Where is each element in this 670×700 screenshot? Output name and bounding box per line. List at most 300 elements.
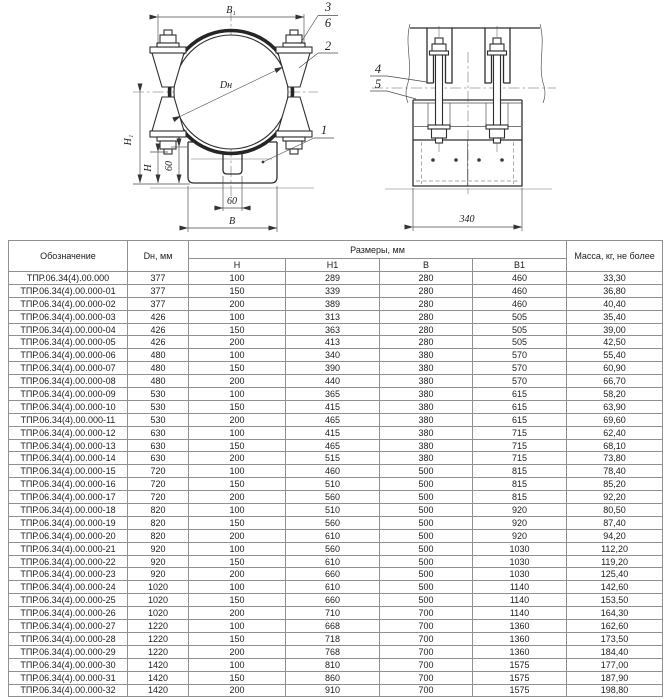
callout-3-label: 3	[324, 0, 332, 14]
table-cell: 1360	[473, 632, 567, 645]
table-cell: ТПР.06.34(4).00.000-27	[9, 620, 128, 633]
table-cell: 280	[380, 310, 473, 323]
table-cell: ТПР.06.34(4).00.000-05	[9, 336, 128, 349]
technical-drawing	[0, 0, 670, 238]
table-cell: ТПР.06.34(4).00.000-29	[9, 645, 128, 658]
table-cell: ТПР.06.34(4).00.000-31	[9, 671, 128, 684]
dim-h1-label: H₁	[123, 134, 134, 146]
table-cell: 150	[189, 516, 286, 529]
dim-b	[188, 186, 277, 232]
table-cell: 500	[380, 581, 473, 594]
table-cell: 380	[380, 452, 473, 465]
callout-6-label: 6	[324, 16, 332, 30]
table-row	[9, 323, 663, 336]
table-row	[9, 542, 663, 555]
hole-dot	[454, 158, 458, 162]
table-row	[9, 349, 663, 362]
table-cell: 500	[380, 504, 473, 517]
table-cell: ТПР.06.34(4).00.000-11	[9, 413, 128, 426]
dim-60-bottom	[214, 176, 251, 211]
table-row	[9, 400, 663, 413]
table-row	[9, 375, 663, 388]
table-cell: ТПР.06.34(4).00.000-24	[9, 581, 128, 594]
table-cell: ТПР.06.34(4).00.000-13	[9, 439, 128, 452]
header-b: B	[380, 259, 473, 272]
drawing-canvas	[0, 0, 670, 238]
table-cell: 820	[128, 529, 189, 542]
table-cell: 1140	[473, 594, 567, 607]
table-cell: 150	[189, 632, 286, 645]
table-cell: 100	[189, 272, 286, 285]
table-row	[9, 362, 663, 375]
table-cell: 380	[380, 375, 473, 388]
table-cell: 100	[189, 388, 286, 401]
table-cell: 920	[473, 529, 567, 542]
table-cell: 153,50	[567, 594, 663, 607]
table-cell: ТПР.06.34(4).00.000-07	[9, 362, 128, 375]
table-row	[9, 426, 663, 439]
table-cell: ТПР.06.34(4).00.000-32	[9, 684, 128, 697]
table-cell: 35,40	[567, 310, 663, 323]
table-cell: 700	[380, 658, 473, 671]
table-cell: 1420	[128, 684, 189, 697]
table-cell: 500	[380, 529, 473, 542]
table-cell: 377	[128, 272, 189, 285]
hole-dot	[477, 158, 481, 162]
table-cell: 1030	[473, 568, 567, 581]
table-cell: 426	[128, 323, 189, 336]
table-cell: 66,70	[567, 375, 663, 388]
table-cell: 389	[286, 297, 380, 310]
table-cell: 280	[380, 323, 473, 336]
table-row	[9, 568, 663, 581]
table-cell: 465	[286, 413, 380, 426]
table-cell: ТПР.06.34(4).00.000-03	[9, 310, 128, 323]
table-cell: ТПР.06.34(4).00.000-19	[9, 516, 128, 529]
table-cell: 150	[189, 478, 286, 491]
table-cell: 426	[128, 336, 189, 349]
hole-dot	[431, 158, 435, 162]
table-cell: 380	[380, 349, 473, 362]
table-cell: 1220	[128, 632, 189, 645]
table-cell: 150	[189, 284, 286, 297]
table-cell: 910	[286, 684, 380, 697]
table-cell: 289	[286, 272, 380, 285]
table-cell: 58,20	[567, 388, 663, 401]
table-cell: 280	[380, 297, 473, 310]
dim-60-vertical-label: 60	[164, 161, 175, 171]
table-cell: 100	[189, 504, 286, 517]
spec-table-body	[9, 272, 663, 697]
saddle-body	[413, 100, 522, 140]
callout-3-6	[300, 0, 338, 44]
table-cell: 200	[189, 607, 286, 620]
table-cell: 820	[128, 504, 189, 517]
table-row	[9, 336, 663, 349]
table-cell: 36,80	[567, 284, 663, 297]
table-cell: 660	[286, 568, 380, 581]
table-cell: 42,50	[567, 336, 663, 349]
table-cell: 200	[189, 336, 286, 349]
table-cell: 164,30	[567, 607, 663, 620]
table-cell: 380	[380, 426, 473, 439]
table-cell: 1220	[128, 645, 189, 658]
table-cell: 150	[189, 362, 286, 375]
table-cell: 1575	[473, 684, 567, 697]
dim-60-bottom-label: 60	[227, 196, 237, 207]
table-cell: 1220	[128, 620, 189, 633]
table-cell: 200	[189, 491, 286, 504]
table-cell: 500	[380, 516, 473, 529]
table-cell: 570	[473, 349, 567, 362]
table-cell: 78,40	[567, 465, 663, 478]
table-cell: 815	[473, 491, 567, 504]
table-cell: 500	[380, 568, 473, 581]
table-row	[9, 555, 663, 568]
header-dimensions: Размеры, мм	[189, 241, 567, 259]
table-row	[9, 607, 663, 620]
table-cell: 1020	[128, 594, 189, 607]
table-cell: 815	[473, 478, 567, 491]
table-cell: 390	[286, 362, 380, 375]
table-cell: 1360	[473, 645, 567, 658]
table-cell: 718	[286, 632, 380, 645]
table-cell: 200	[189, 684, 286, 697]
table-cell: 480	[128, 362, 189, 375]
side-view-drawing	[370, 24, 556, 231]
dim-dn-label: Dн	[219, 80, 233, 91]
table-cell: 720	[128, 465, 189, 478]
table-cell: 100	[189, 581, 286, 594]
table-cell: 700	[380, 607, 473, 620]
table-row	[9, 491, 663, 504]
table-cell: 500	[380, 542, 473, 555]
table-cell: 150	[189, 323, 286, 336]
dim-340	[413, 188, 522, 231]
table-cell: 480	[128, 375, 189, 388]
table-cell: 55,40	[567, 349, 663, 362]
table-cell: 150	[189, 439, 286, 452]
table-cell: 173,50	[567, 632, 663, 645]
table-cell: 100	[189, 620, 286, 633]
table-cell: 80,50	[567, 504, 663, 517]
table-cell: 660	[286, 594, 380, 607]
table-cell: ТПР.06.34(4).00.000	[9, 272, 128, 285]
table-cell: 150	[189, 671, 286, 684]
table-cell: 530	[128, 388, 189, 401]
callout-2-label: 2	[324, 39, 332, 53]
dim-h-label: H	[143, 164, 154, 172]
table-cell: 920	[128, 542, 189, 555]
table-cell: 920	[128, 555, 189, 568]
table-row	[9, 645, 663, 658]
table-cell: ТПР.06.34(4).00.000-15	[9, 465, 128, 478]
table-cell: 365	[286, 388, 380, 401]
table-row	[9, 684, 663, 697]
table-cell: 465	[286, 439, 380, 452]
table-row	[9, 413, 663, 426]
table-cell: 1420	[128, 658, 189, 671]
table-row	[9, 465, 663, 478]
table-cell: 820	[128, 516, 189, 529]
table-cell: 1020	[128, 607, 189, 620]
table-row	[9, 620, 663, 633]
table-cell: 505	[473, 310, 567, 323]
table-cell: 415	[286, 400, 380, 413]
table-cell: 560	[286, 516, 380, 529]
table-cell: 380	[380, 439, 473, 452]
table-cell: 530	[128, 400, 189, 413]
bolt-top-left	[157, 30, 179, 47]
table-cell: 1420	[128, 671, 189, 684]
table-cell: ТПР.06.34(4).00.000-26	[9, 607, 128, 620]
table-cell: 100	[189, 658, 286, 671]
table-cell: ТПР.06.34(4).00.000-16	[9, 478, 128, 491]
table-cell: 63,90	[567, 400, 663, 413]
table-cell: 630	[128, 426, 189, 439]
table-cell: 480	[128, 349, 189, 362]
header-dn: Dн, мм	[128, 241, 189, 272]
table-cell: ТПР.06.34(4).00.000-04	[9, 323, 128, 336]
table-cell: 610	[286, 529, 380, 542]
table-cell: 1360	[473, 620, 567, 633]
spec-table-header	[9, 241, 663, 272]
table-cell: 920	[473, 504, 567, 517]
table-cell: 150	[189, 400, 286, 413]
table-row	[9, 452, 663, 465]
base-block	[385, 140, 552, 189]
table-cell: 515	[286, 452, 380, 465]
table-cell: 69,60	[567, 413, 663, 426]
table-row	[9, 310, 663, 323]
table-cell: 100	[189, 310, 286, 323]
table-cell: 920	[128, 568, 189, 581]
front-view-drawing	[123, 0, 338, 232]
table-cell: 380	[380, 400, 473, 413]
table-cell: 100	[189, 426, 286, 439]
header-b1: B1	[473, 259, 567, 272]
table-cell: 815	[473, 465, 567, 478]
table-cell: 162,60	[567, 620, 663, 633]
table-row	[9, 478, 663, 491]
table-cell: 1140	[473, 607, 567, 620]
table-cell: 700	[380, 620, 473, 633]
table-cell: 610	[286, 555, 380, 568]
table-cell: ТПР.06.34(4).00.000-23	[9, 568, 128, 581]
table-cell: ТПР.06.34(4).00.000-28	[9, 632, 128, 645]
table-cell: 200	[189, 375, 286, 388]
table-cell: ТПР.06.34(4).00.000-22	[9, 555, 128, 568]
table-cell: 500	[380, 555, 473, 568]
table-row	[9, 272, 663, 285]
table-cell: 1575	[473, 671, 567, 684]
table-cell: 440	[286, 375, 380, 388]
table-cell: 610	[286, 581, 380, 594]
table-cell: 715	[473, 426, 567, 439]
header-h: H	[189, 259, 286, 272]
table-cell: 426	[128, 310, 189, 323]
table-cell: 100	[189, 349, 286, 362]
table-cell: 860	[286, 671, 380, 684]
table-cell: 200	[189, 297, 286, 310]
table-cell: 340	[286, 349, 380, 362]
table-row	[9, 516, 663, 529]
table-cell: 700	[380, 684, 473, 697]
table-cell: 119,20	[567, 555, 663, 568]
table-row	[9, 439, 663, 452]
table-cell: 560	[286, 542, 380, 555]
table-cell: 380	[380, 388, 473, 401]
table-cell: 768	[286, 645, 380, 658]
table-cell: 505	[473, 323, 567, 336]
header-designation: Обозначение	[9, 241, 128, 272]
table-cell: 700	[380, 632, 473, 645]
table-cell: 184,40	[567, 645, 663, 658]
table-cell: 100	[189, 542, 286, 555]
table-cell: 198,80	[567, 684, 663, 697]
table-cell: 68,10	[567, 439, 663, 452]
table-row	[9, 529, 663, 542]
dim-b1-label: B₁	[226, 5, 236, 16]
table-cell: 505	[473, 336, 567, 349]
table-row	[9, 388, 663, 401]
table-cell: 615	[473, 413, 567, 426]
table-cell: 720	[128, 491, 189, 504]
table-cell: 200	[189, 413, 286, 426]
table-cell: ТПР.06.34(4).00.000-08	[9, 375, 128, 388]
table-cell: 615	[473, 400, 567, 413]
table-cell: 1030	[473, 542, 567, 555]
table-cell: 200	[189, 452, 286, 465]
left-bolt-assembly	[428, 38, 450, 143]
table-cell: 92,20	[567, 491, 663, 504]
table-cell: 510	[286, 478, 380, 491]
callout-4-label: 4	[374, 62, 382, 76]
table-cell: 60,90	[567, 362, 663, 375]
table-row	[9, 284, 663, 297]
right-bolt-assembly	[486, 38, 508, 143]
table-cell: 615	[473, 388, 567, 401]
table-cell: 177,00	[567, 658, 663, 671]
table-cell: 500	[380, 465, 473, 478]
bolt-top-right	[283, 30, 305, 47]
table-row	[9, 632, 663, 645]
table-cell: 560	[286, 491, 380, 504]
table-cell: 570	[473, 362, 567, 375]
callout-1-label: 1	[320, 123, 328, 137]
table-cell: 87,40	[567, 516, 663, 529]
table-cell: 313	[286, 310, 380, 323]
table-cell: ТПР.06.34(4).00.000-02	[9, 297, 128, 310]
table-cell: 460	[473, 272, 567, 285]
spec-table	[8, 240, 663, 697]
table-row	[9, 671, 663, 684]
table-cell: 380	[380, 362, 473, 375]
table-cell: 710	[286, 607, 380, 620]
table-cell: 500	[380, 491, 473, 504]
table-cell: ТПР.06.34(4).00.000-30	[9, 658, 128, 671]
table-cell: 125,40	[567, 568, 663, 581]
table-cell: 530	[128, 413, 189, 426]
bolt-bottom-left	[157, 137, 179, 154]
table-cell: 200	[189, 645, 286, 658]
dim-b-label: B	[228, 216, 236, 227]
table-cell: ТПР.06.34(4).00.000-06	[9, 349, 128, 362]
table-cell: 1575	[473, 658, 567, 671]
table-cell: 112,20	[567, 542, 663, 555]
table-cell: 715	[473, 439, 567, 452]
table-cell: 85,20	[567, 478, 663, 491]
table-cell: 415	[286, 426, 380, 439]
table-cell: 150	[189, 555, 286, 568]
table-row	[9, 581, 663, 594]
table-cell: ТПР.06.34(4).00.000-25	[9, 594, 128, 607]
table-row	[9, 504, 663, 517]
table-cell: 100	[189, 465, 286, 478]
table-cell: 413	[286, 336, 380, 349]
table-cell: 94,20	[567, 529, 663, 542]
table-cell: 920	[473, 516, 567, 529]
table-cell: 1140	[473, 581, 567, 594]
table-cell: 668	[286, 620, 380, 633]
table-cell: 380	[380, 413, 473, 426]
table-cell: ТПР.06.34(4).00.000-21	[9, 542, 128, 555]
table-cell: 570	[473, 375, 567, 388]
table-cell: 630	[128, 439, 189, 452]
table-cell: 810	[286, 658, 380, 671]
table-row	[9, 658, 663, 671]
table-cell: 1020	[128, 581, 189, 594]
callout-5-label: 5	[374, 77, 382, 91]
table-cell: 150	[189, 594, 286, 607]
bolt-bottom-right	[283, 137, 305, 154]
table-cell: ТПР.06.34(4).00.000-17	[9, 491, 128, 504]
dim-340-label: 340	[459, 214, 475, 225]
table-cell: ТПР.06.34(4).00.000-01	[9, 284, 128, 297]
table-cell: ТПР.06.34(4).00.000-14	[9, 452, 128, 465]
table-cell: 363	[286, 323, 380, 336]
table-cell: ТПР.06.34(4).00.000-12	[9, 426, 128, 439]
table-cell: 720	[128, 478, 189, 491]
table-cell: 377	[128, 297, 189, 310]
table-cell: 280	[380, 272, 473, 285]
table-cell: 500	[380, 594, 473, 607]
table-cell: 200	[189, 529, 286, 542]
header-mass: Масса, кг, не более	[567, 241, 663, 272]
table-cell: 1030	[473, 555, 567, 568]
table-cell: 630	[128, 452, 189, 465]
table-cell: 39,00	[567, 323, 663, 336]
table-row	[9, 594, 663, 607]
table-cell: 700	[380, 645, 473, 658]
table-row	[9, 297, 663, 310]
table-cell: ТПР.06.34(4).00.000-20	[9, 529, 128, 542]
table-cell: 460	[473, 284, 567, 297]
table-cell: 280	[380, 336, 473, 349]
table-cell: 187,90	[567, 671, 663, 684]
header-h1: H1	[286, 259, 380, 272]
table-cell: 715	[473, 452, 567, 465]
table-cell: 280	[380, 284, 473, 297]
table-cell: 200	[189, 568, 286, 581]
table-cell: ТПР.06.34(4).00.000-18	[9, 504, 128, 517]
table-cell: 40,40	[567, 297, 663, 310]
hole-dot	[500, 158, 504, 162]
table-cell: 510	[286, 504, 380, 517]
table-cell: 700	[380, 671, 473, 684]
table-cell: ТПР.06.34(4).00.000-10	[9, 400, 128, 413]
table-cell: 460	[473, 297, 567, 310]
